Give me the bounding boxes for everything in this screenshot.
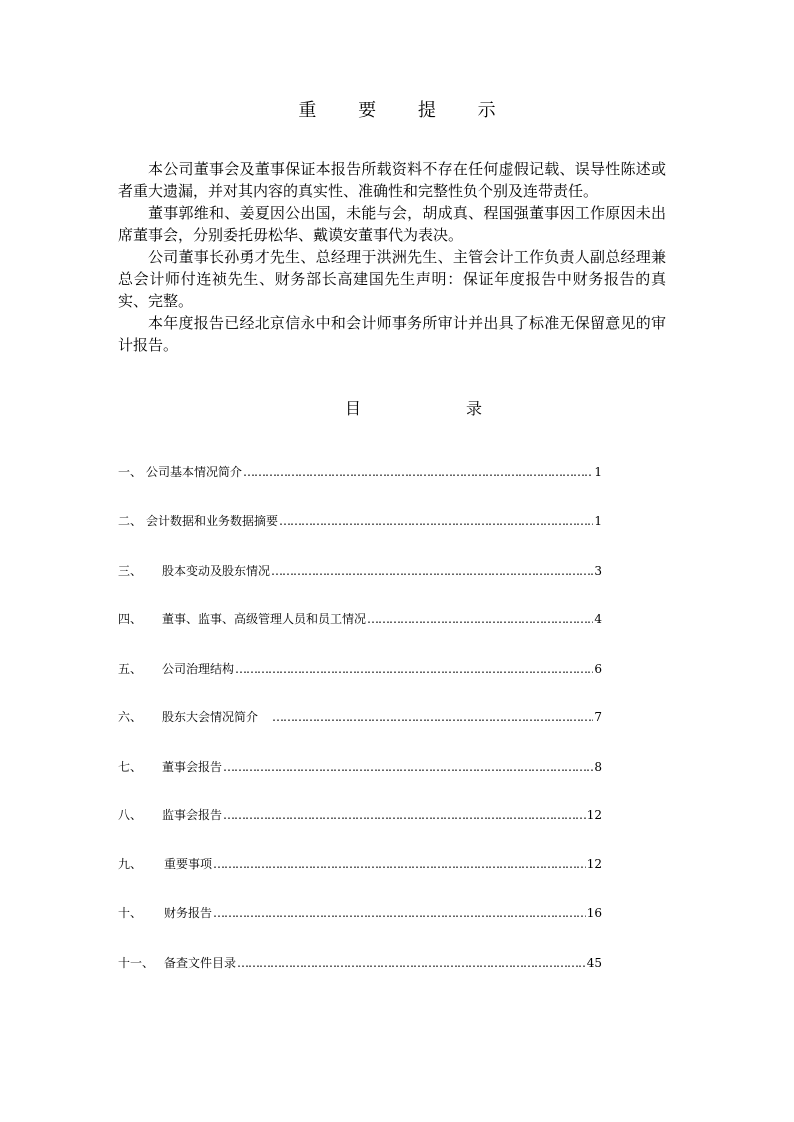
toc-entry-page: 12 xyxy=(586,857,602,871)
toc-entry-number: 三、 xyxy=(118,564,143,578)
toc-entry-page: 45 xyxy=(586,956,602,970)
toc-heading-right: 录 xyxy=(466,399,483,418)
toc-entry-page: 12 xyxy=(586,808,602,822)
toc-entry-title: 重要事项 xyxy=(164,857,213,871)
notice-title: 重 要 提 示 xyxy=(298,100,514,121)
toc-entry-page: 6 xyxy=(594,662,602,676)
toc-entry-page: 8 xyxy=(594,760,602,774)
toc-entry-title: 董事、监事、高级管理人员和员工情况 xyxy=(162,612,367,626)
toc-entry-number: 八、 xyxy=(118,808,143,822)
notice-paragraph-accuracy: 本公司董事会及董事保证本报告所载资料不存在任何虚假记载、误导性陈述或者重大遗漏，并对其内容的真实性、准确性和完整性负个别及连带责任。 xyxy=(118,160,666,200)
toc-entry-page: 16 xyxy=(586,906,602,920)
toc-entry[interactable] xyxy=(118,708,602,726)
toc-leader-dots xyxy=(235,660,593,678)
notice-body xyxy=(118,158,666,356)
toc-entry-title: 会计数据和业务数据摘要 xyxy=(146,514,279,528)
notice-paragraph-audit: 本年度报告已经北京信永中和会计师事务所审计并出具了标准无保留意见的审计报告。 xyxy=(118,314,666,354)
toc-entry[interactable] xyxy=(118,855,602,873)
toc-entry-number: 九、 xyxy=(118,857,143,871)
toc-entry[interactable] xyxy=(118,758,602,776)
toc-entry-number: 五、 xyxy=(118,662,143,676)
toc-entry-page: 1 xyxy=(594,465,602,479)
toc-entry-page: 4 xyxy=(594,612,602,626)
toc-entry-title: 监事会报告 xyxy=(162,808,223,822)
toc-leader-dots xyxy=(367,610,593,628)
toc-entry-page: 1 xyxy=(594,514,602,528)
toc-entry-title: 公司基本情况简介 xyxy=(146,465,243,479)
toc-leader-dots xyxy=(213,904,586,922)
toc-entry-title: 公司治理结构 xyxy=(162,662,235,676)
toc-entry[interactable] xyxy=(118,610,602,628)
toc-entry[interactable] xyxy=(118,806,602,824)
toc-entry[interactable] xyxy=(118,562,602,580)
toc-leader-dots xyxy=(272,708,593,726)
toc-entry-number: 十、 xyxy=(118,906,143,920)
toc-entry[interactable] xyxy=(118,904,602,922)
toc-leader-dots xyxy=(223,758,593,776)
toc-heading-left: 目 xyxy=(345,399,362,418)
toc-entry-title: 财务报告 xyxy=(164,906,213,920)
toc-leader-dots xyxy=(237,954,586,972)
toc-entry[interactable] xyxy=(118,660,602,678)
toc-entry-number: 十一、 xyxy=(118,956,155,970)
toc-entry-title: 董事会报告 xyxy=(162,760,223,774)
toc-entry[interactable] xyxy=(118,463,602,481)
toc-entry[interactable] xyxy=(118,954,602,972)
toc-entry-number: 一、 xyxy=(118,465,143,479)
toc-leader-dots xyxy=(213,855,586,873)
toc-entry-number: 四、 xyxy=(118,612,143,626)
notice-paragraph-financial-statement: 公司董事长孙勇才先生、总经理于洪洲先生、主管会计工作负责人副总经理兼总会计师付连祯先生、财务部长高建国先生声明：保证年度报告中财务报告的真实、完整。 xyxy=(118,248,666,310)
toc-leader-dots xyxy=(279,512,593,530)
toc-entry-title: 股东大会情况简介 xyxy=(162,710,259,724)
toc-entry-number: 六、 xyxy=(118,710,143,724)
toc-entry-page: 3 xyxy=(594,564,602,578)
toc-leader-dots xyxy=(271,562,593,580)
toc-entry-title: 备查文件目录 xyxy=(164,956,237,970)
toc-entry[interactable] xyxy=(118,512,602,530)
toc-entry-page: 7 xyxy=(594,710,602,724)
notice-paragraph-absent-directors: 董事郭维和、姜夏因公出国，未能与会，胡成真、程国强董事因工作原因未出席董事会，分别委托毋松华、戴谟安董事代为表决。 xyxy=(118,204,666,244)
toc-entry-title: 股本变动及股东情况 xyxy=(162,564,271,578)
toc-leader-dots xyxy=(243,463,593,481)
toc-entry-number: 七、 xyxy=(118,760,143,774)
toc-leader-dots xyxy=(223,806,586,824)
toc-entry-number: 二、 xyxy=(118,514,143,528)
